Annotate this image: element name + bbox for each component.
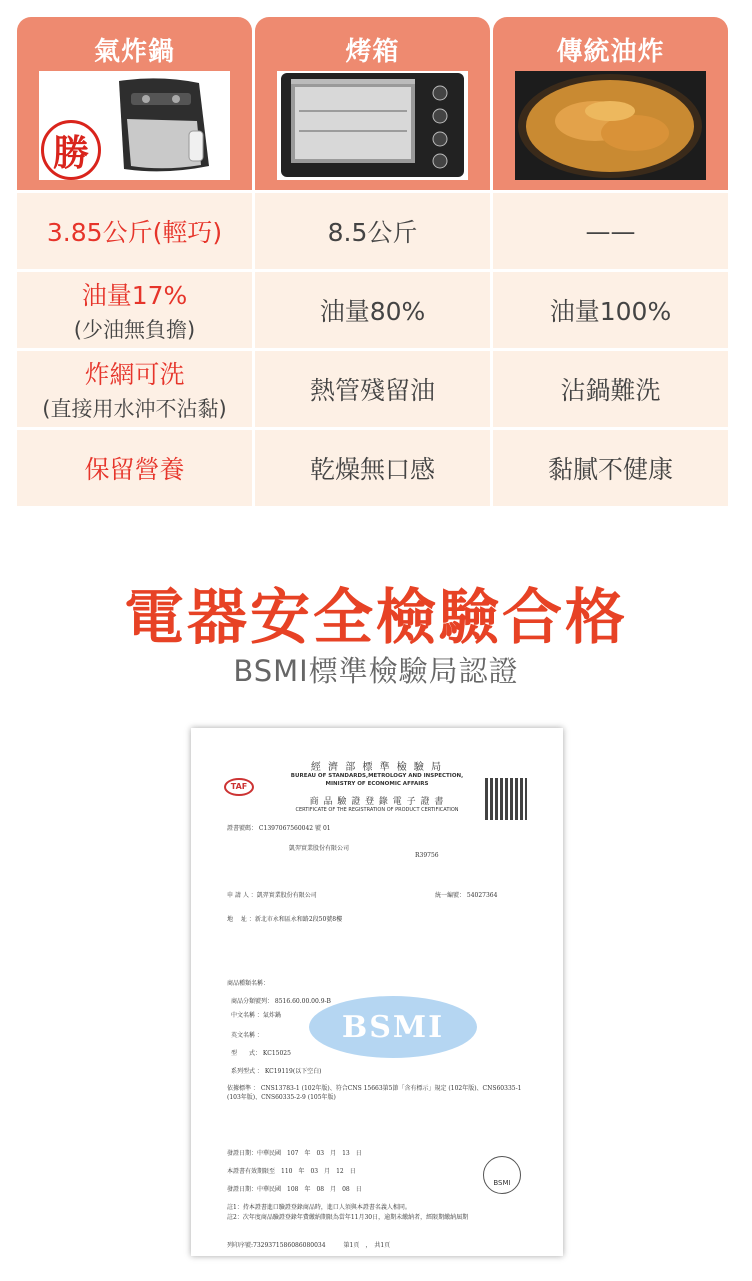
cert-address: 地 址 ：新北市永和區永和路2段50號8樓 [227, 916, 343, 923]
cell-main: 油量17% [81, 281, 188, 310]
cell-air-fryer [17, 430, 252, 506]
section-title: 電器安全檢驗合格 [124, 583, 628, 653]
comparison-row-nutrition [17, 430, 729, 506]
cell-sub: (直接用水沖不沾黏) [42, 397, 227, 421]
header-title: 氣炸鍋 [93, 37, 175, 67]
cell-main: 8.5公斤 [327, 218, 418, 247]
cert-reg-code: R39756 [415, 852, 439, 859]
comparison-row-cleaning [17, 351, 729, 427]
comparison-table [17, 17, 729, 506]
cert-standards: 依據標準 ： CNS13783-1 (102年版)、符合CNS 15663第5節「含有標示」規定 (102年版)、CNS60335-1 (103年版)、CNS60335-2-9 (105年版) [227, 1085, 522, 1101]
cell-main: 沾鍋難洗 [560, 376, 661, 405]
cell-deep-fry [493, 430, 728, 506]
bsmi-watermark [309, 996, 477, 1058]
cert-ccc-code: 商品分類號列： 8516.60.00.00.9-B [231, 998, 331, 1005]
cell-main: 油量100% [549, 297, 672, 326]
taf-logo-text: TAF [230, 782, 248, 791]
cert-note-2: 註2：次年度商品驗證登錄年費繳納期限為當年11月30日，逾期未繳納者，經限期繳納屆期 [227, 1214, 469, 1221]
bsmi-watermark-text: BSMI [341, 1009, 445, 1045]
cert-issue-date-1: 發證日期：中華民國 107 年 03 月 13 日 [227, 1150, 362, 1157]
header-title: 傳統油炸 [556, 37, 665, 67]
cert-model: 型 式： KC15025 [231, 1050, 291, 1057]
cert-expiry: 本證書有效期限至 110 年 03 月 12 日 [227, 1168, 356, 1175]
oven-image [277, 71, 468, 180]
cell-air-fryer [17, 193, 252, 269]
cert-note-1: 註1：持本證書進口驗證登錄商品時，進口人須與本證書名義人相同。 [227, 1204, 411, 1211]
frying-pan-image [515, 71, 706, 180]
cert-agency-cn: 經 濟 部 標 準 檢 驗 局 [310, 762, 444, 773]
cell-deep-fry [493, 193, 728, 269]
cell-deep-fry [493, 351, 728, 427]
win-badge [41, 120, 101, 180]
cert-product-type: 商品種類名稱： [227, 980, 270, 987]
cell-oven [255, 193, 490, 269]
cell-air-fryer [17, 272, 252, 348]
comparison-header-row [17, 17, 729, 190]
header-air-fryer [17, 17, 252, 190]
cell-sub: (少油無負擔) [73, 318, 196, 342]
cert-number: 證書號碼： C1397067560042 號 01 [227, 825, 331, 832]
cert-applicant: 申 請 人 ：凱羿實業股份有限公司 [227, 892, 317, 899]
cell-oven [255, 272, 490, 348]
cert-doc-title-cn: 商 品 驗 證 登 錄 電 子 證 書 [309, 797, 445, 807]
cert-footer: 列印序號:7329371586086080034 第1頁 ， 共1頁 [227, 1242, 391, 1249]
cert-issue-date-2: 發證日期：中華民國 108 年 08 月 08 日 [227, 1186, 362, 1193]
comparison-row-oil [17, 272, 729, 348]
cert-agency-en: BUREAU OF STANDARDS,METROLOGY AND INSPECTION, [290, 773, 464, 779]
win-badge-text: 勝 [52, 131, 89, 174]
cell-main: 乾燥無口感 [309, 455, 435, 484]
comparison-row-weight [17, 193, 729, 269]
cell-main: 油量80% [319, 297, 426, 326]
cell-oven [255, 351, 490, 427]
bsmi-seal [483, 1156, 521, 1194]
bsmi-seal-text: BSMI [493, 1179, 511, 1187]
cert-chinese-name: 中文名稱 ：氣炸鍋 [231, 1012, 281, 1019]
cell-main: 黏膩不健康 [547, 455, 673, 484]
cert-series: 系列型式 ： KC19119(以下空白) [231, 1068, 322, 1075]
cell-main: 保留營養 [84, 455, 185, 484]
cert-english-name: 英文名稱 ： [231, 1032, 263, 1039]
header-deep-fry [493, 17, 728, 190]
header-title: 烤箱 [345, 37, 400, 67]
cell-deep-fry [493, 272, 728, 348]
cert-company: 凱羿實業股份有限公司 [289, 845, 350, 852]
cert-ministry-en: MINISTRY OF ECONOMIC AFFAIRS [325, 781, 429, 787]
bsmi-certificate-image [191, 728, 563, 1256]
header-oven [255, 17, 490, 190]
cell-oven [255, 430, 490, 506]
cell-main: —— [585, 216, 636, 246]
cell-main: 熱管殘留油 [309, 376, 435, 405]
cell-air-fryer [17, 351, 252, 427]
cert-doc-title-en: CERTIFICATE OF THE REGISTRATION OF PRODUCT CERTIFICATION [295, 807, 459, 813]
cert-uniform-no: 統一編號： 54027364 [435, 892, 498, 899]
section-subtitle: BSMI標準檢驗局認證 [233, 654, 519, 688]
cell-main: 3.85公斤(輕巧) [46, 218, 223, 247]
cell-main: 炸網可洗 [84, 360, 185, 389]
